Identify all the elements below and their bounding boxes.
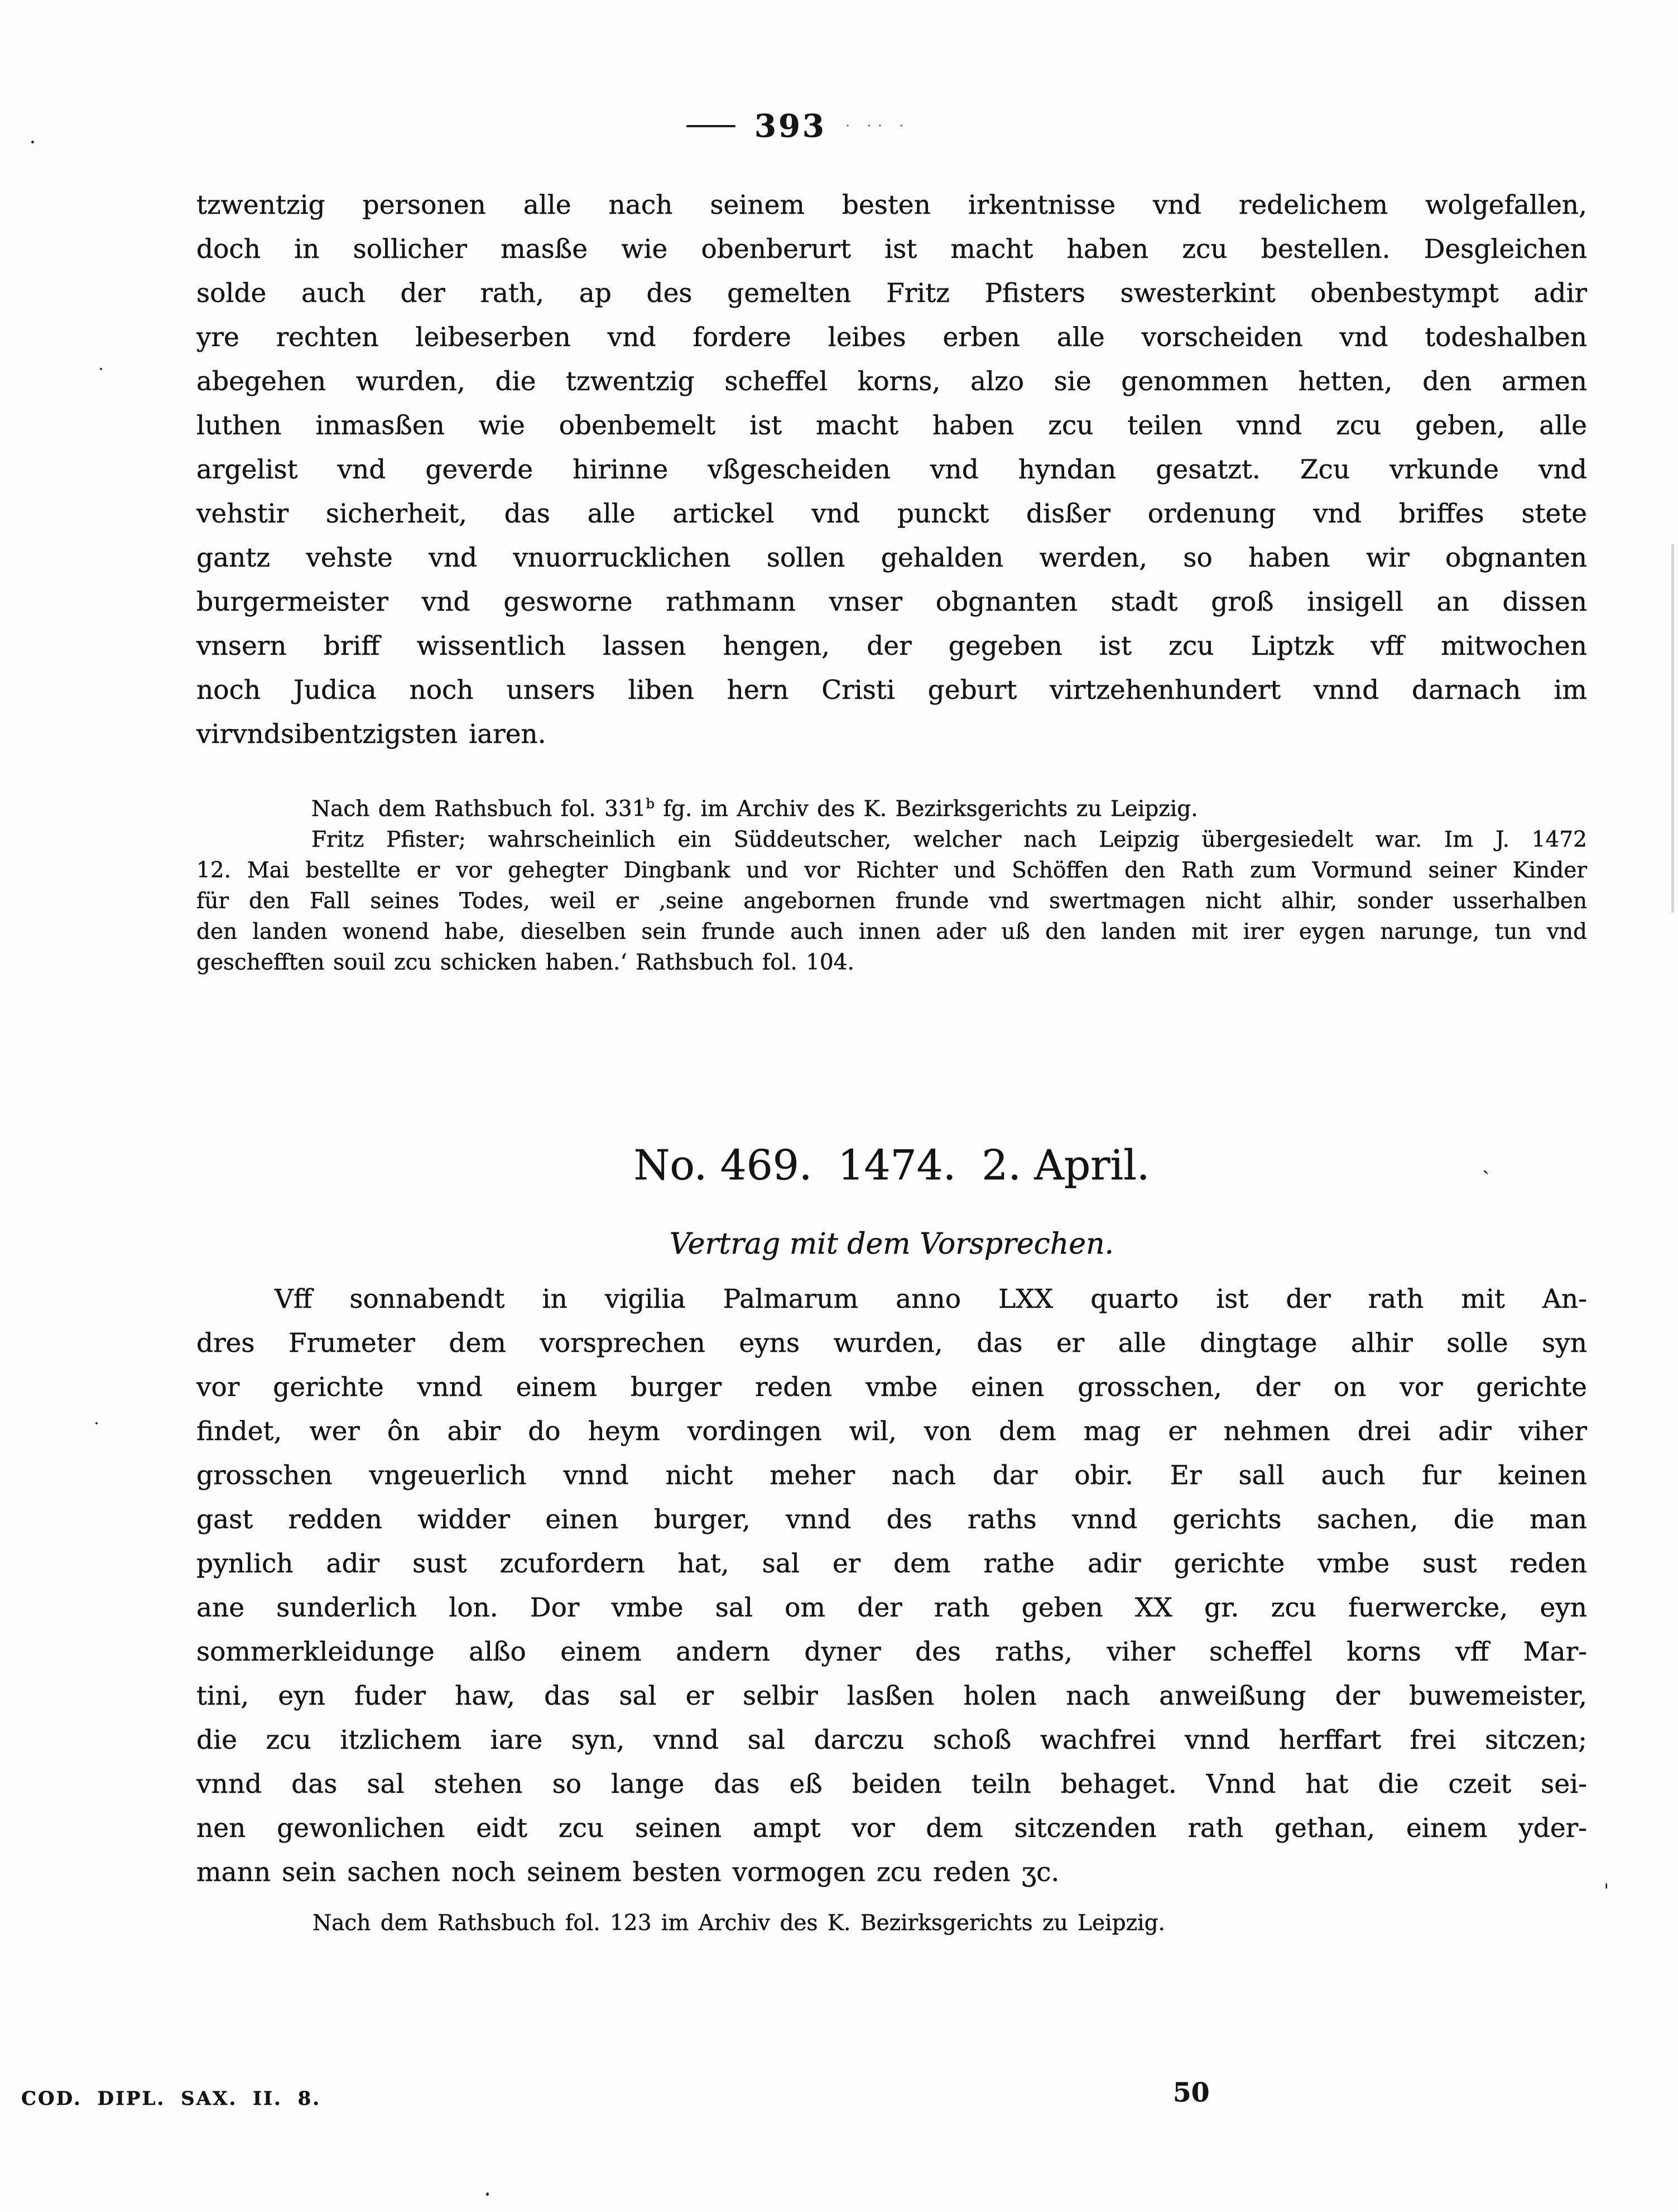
entry-number: No. 469. xyxy=(633,1141,812,1189)
text-line: vnnd das sal stehen so lange das eß beiden teiln behaget. Vnnd hat die czeit sei- xyxy=(196,1769,1587,1800)
note-line-pre: Nach dem Rathsbuch fol. 331 xyxy=(311,796,646,822)
text-line: pynlich adir sust zcufordern hat, sal er dem rathe adir gerichte vmbe sust reden xyxy=(196,1548,1587,1579)
header-dash-rule xyxy=(686,125,735,127)
text-line: burgermeister vnd gesworne rathmann vnser obgnanten stadt groß insigell an dissen xyxy=(196,587,1587,617)
note-line: Fritz Pfister; wahrscheinlich ein Süddeutscher, welcher nach Leipzig übergesiedelt war. Im J. 1472 xyxy=(311,827,1587,852)
text-line: sommerkleidunge alßo einem andern dyner des raths, viher scheffel korns vff Mar- xyxy=(196,1637,1587,1667)
scan-speck xyxy=(95,1422,98,1424)
volume-signature: COD. DIPL. SAX. II. 8. xyxy=(21,2088,321,2110)
folio-superscript: b xyxy=(646,796,655,812)
text-line: dres Frumeter dem vorsprechen eyns wurden, das er alle dingtage alhir solle syn xyxy=(196,1328,1587,1359)
text-line: noch Judica noch unsers liben hern Cristi geburt virtzehenhundert vnnd darnach im xyxy=(196,675,1587,706)
entry-date: 2. April. xyxy=(982,1141,1150,1189)
text-line: gast redden widder einen burger, vnnd des raths vnnd gerichts sachen, die man xyxy=(196,1504,1587,1535)
text-line: tini, eyn fuder haw, das sal er selbir lasßen holen nach anweißung der buwemeister, xyxy=(196,1681,1587,1711)
scan-speck xyxy=(31,141,34,143)
note-line-post: fg. im Archiv des K. Bezirksgerichts zu Leipzig. xyxy=(655,796,1198,822)
page-number-bottom: 50 xyxy=(1173,2077,1210,2108)
text-line: argelist vnd geverde hirinne vßgescheiden vnd hyndan gesatzt. Zcu vrkunde vnd xyxy=(196,454,1587,485)
text-line: tzwentzig personen alle nach seinem besten irkentnisse vnd redelichem wolgefallen, xyxy=(196,190,1587,220)
text-line: gantz vehste vnd vnuorrucklichen sollen gehalden werden, so haben wir obgnanten xyxy=(196,543,1587,573)
note-line: für den Fall seines Todes, weil er ‚seine angebornen frunde vnd swertmagen nicht alhir, sonder usserhalben xyxy=(196,889,1587,914)
text-line: vehstir sicherheit, das alle artickel vnd punckt disßer ordenung vnd briffes stete xyxy=(196,498,1587,529)
text-line: abegehen wurden, die tzwentzig scheffel korns, alzo sie genommen hetten, den armen xyxy=(196,366,1587,397)
text-line: grosschen vngeuerlich vnnd nicht meher nach dar obir. Er sall auch fur keinen xyxy=(196,1460,1587,1491)
archival-note xyxy=(196,794,1587,978)
scan-dots-artifact: · ·· · xyxy=(845,118,910,135)
scan-comma-artifact: ˎ xyxy=(1482,1149,1490,1175)
entry-heading xyxy=(196,1143,1587,1188)
note-line: den landen wonend habe, dieselben sein frunde auch innen ader uß den landen mit irer eygen narunge, tun vnd xyxy=(196,919,1587,944)
text-line: nen gewonlichen eidt zcu seinen ampt vor dem sitczenden rath gethan, einem yder- xyxy=(196,1813,1587,1844)
scan-apostrophe-artifact: ' xyxy=(1604,1880,1609,1902)
text-line: ane sunderlich lon. Dor vmbe sal om der rath geben XX gr. zcu fuerwercke, eyn xyxy=(196,1592,1587,1623)
text-line: yre rechten leibeserben vnd fordere leibes erben alle vorscheiden vnd todeshalben xyxy=(196,322,1587,353)
scan-edge-shadow xyxy=(1671,544,1674,913)
entry-subtitle: Vertrag mit dem Vorsprechen. xyxy=(669,1227,1114,1261)
page-number-top: 393 xyxy=(754,108,826,145)
source-note xyxy=(196,1908,1587,1939)
note-line: 12. Mai bestellte er vor gehegter Dingbank und vor Richter und Schöffen den Rath zum Vormund seiner Kinder xyxy=(196,858,1587,883)
text-line: doch in sollicher masße wie obenberurt ist macht haben zcu bestellen. Desgleichen xyxy=(196,234,1587,265)
scan-speck xyxy=(486,2192,489,2196)
text-line: die zcu itzlichem iare syn, vnnd sal darczu schoß wachfrei vnnd herffart frei sitczen; xyxy=(196,1725,1587,1755)
note-line: geschefften souil zcu schicken haben.‘ Rathsbuch fol. 104. xyxy=(196,950,854,975)
text-line: vor gerichte vnnd einem burger reden vmbe einen grosschen, der on vor gerichte xyxy=(196,1372,1587,1403)
entry-paragraph xyxy=(196,1277,1587,1894)
text-line: vnsern briff wissentlich lassen hengen, der gegeben ist zcu Liptzk vff mitwochen xyxy=(196,631,1587,661)
text-line: mann sein sachen noch seinem besten vormogen zcu reden ʒc. xyxy=(196,1857,1060,1888)
text-line: Vff sonnabendt in vigilia Palmarum anno LXX quarto ist der rath mit An- xyxy=(275,1284,1587,1314)
entry-year: 1474. xyxy=(838,1141,956,1189)
scan-speck xyxy=(100,368,102,370)
text-line: virvndsibentzigsten iaren. xyxy=(196,719,546,750)
text-line: luthen inmasßen wie obenbemelt ist macht haben zcu teilen vnnd zcu geben, alle xyxy=(196,410,1587,441)
paragraph-continuation xyxy=(196,183,1587,756)
text-line: solde auch der rath, ap des gemelten Fritz Pfisters swesterkint obenbestympt adir xyxy=(196,278,1587,309)
note-line: Nach dem Rathsbuch fol. 123 im Archiv des K. Bezirksgerichts zu Leipzig. xyxy=(312,1911,1165,1936)
page-header xyxy=(686,106,910,146)
text-line: findet, wer ôn abir do heym vordingen wil, von dem mag er nehmen drei adir viher xyxy=(196,1416,1587,1447)
note-line-with-superscript xyxy=(196,794,1587,824)
